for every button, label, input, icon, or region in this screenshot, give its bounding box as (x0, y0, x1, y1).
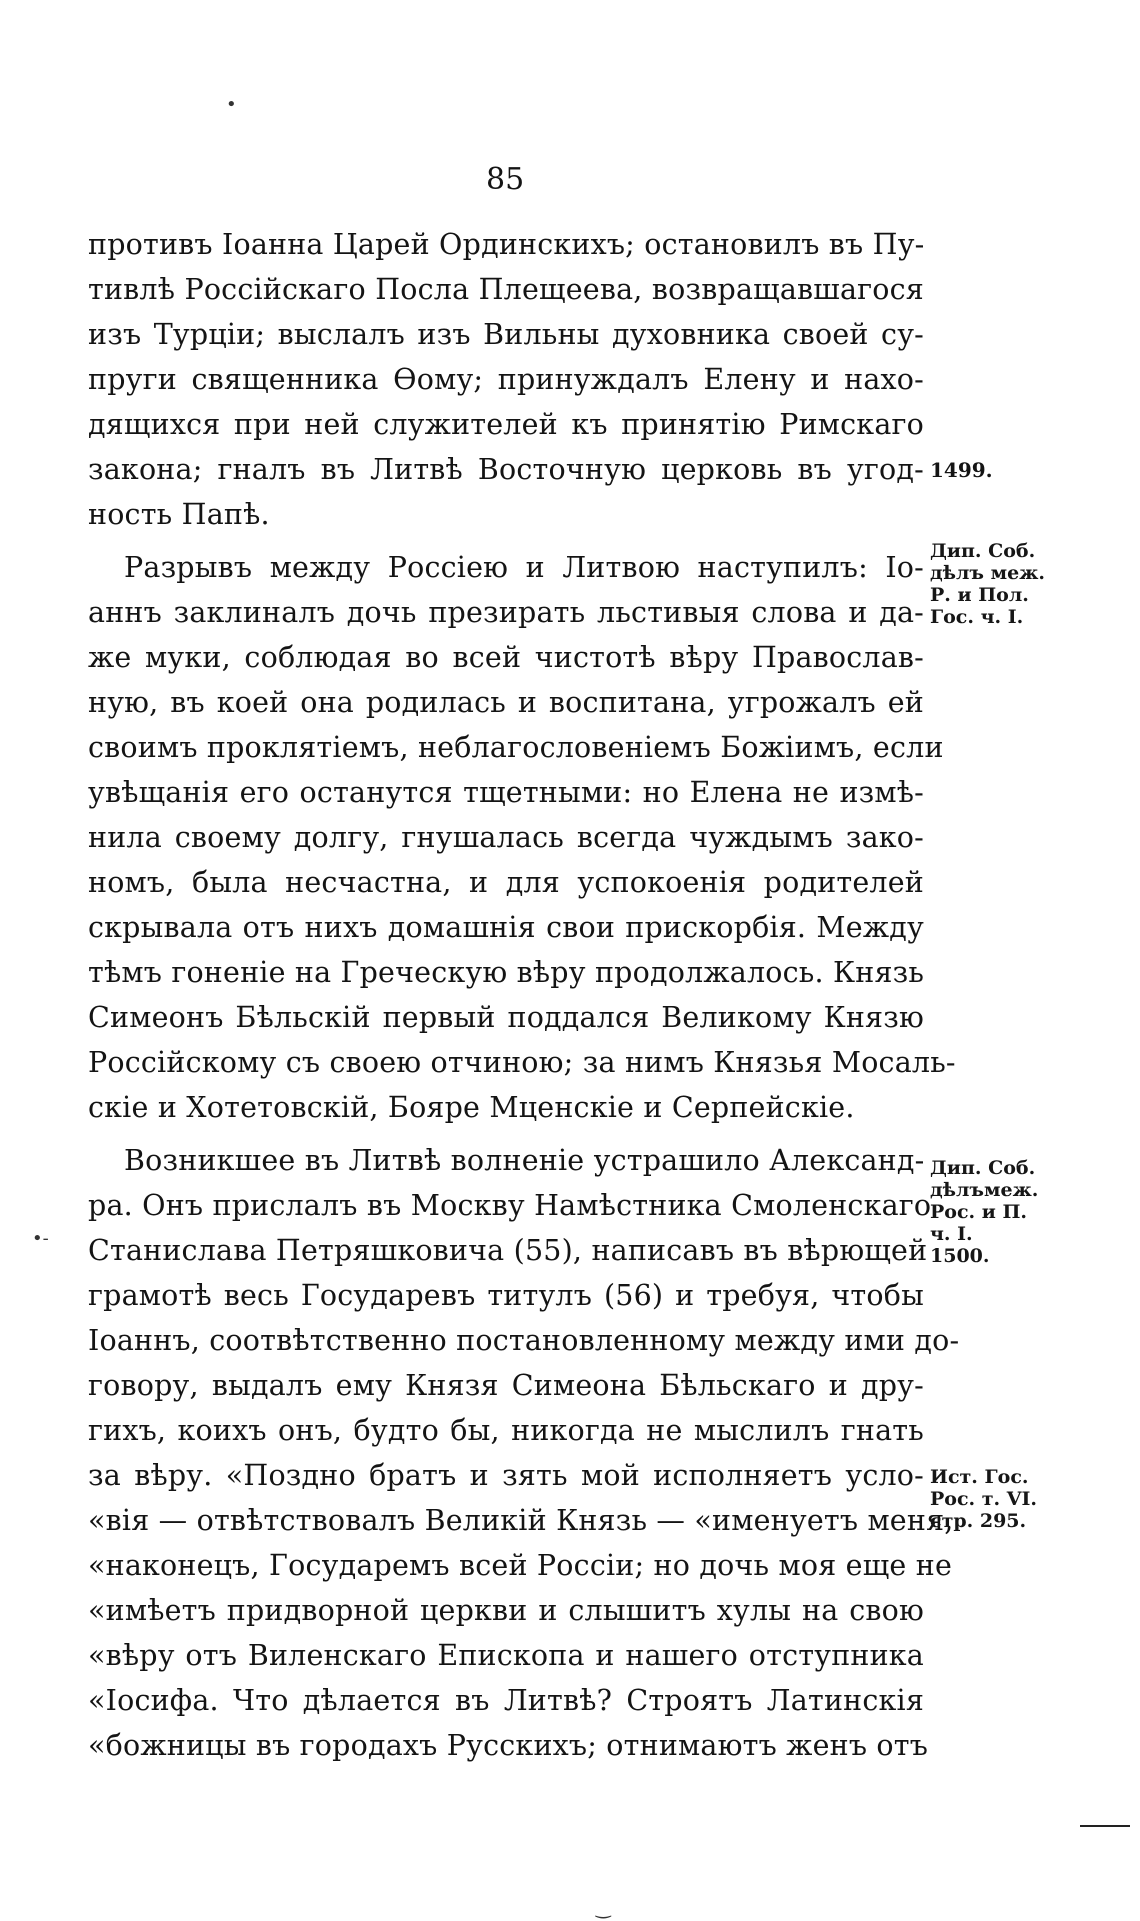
text-line: Станислава Петряшковича (55), написавъ въ вѣрющей (88, 1234, 928, 1267)
text-line: гихъ, коихъ онъ, будто бы, никогда не мыслилъ гнать (88, 1414, 924, 1447)
paragraph-2 (88, 545, 956, 1130)
page-number: 85 (486, 162, 525, 197)
text-line: говору, выдалъ ему Князя Симеона Бѣльскаго и дру- (88, 1369, 924, 1402)
text-line: Россійскому съ своею отчиною; за нимъ Князья Мосаль- (88, 1046, 956, 1079)
text-line: нила своему долгу, гнушалась всегда чуждымъ зако- (88, 821, 924, 854)
text-line: «наконецъ, Государемъ всей Россіи; но дочь моя еще не (88, 1549, 953, 1582)
text-line: «вія — отвѣтствовалъ Великій Князь — «именуетъ меня, (88, 1504, 954, 1537)
text-line: за вѣру. «Поздно братъ и зять мой исполняетъ усло- (88, 1459, 924, 1492)
text-line: Іоаннъ, соотвѣтственно постановленному между ими до- (88, 1324, 960, 1357)
paragraph-1 (88, 222, 924, 537)
margin-note-line: дѣлъ меж. (930, 562, 1046, 584)
text-line: же муки, соблюдая во всей чистотѣ вѣру Православ- (88, 641, 924, 674)
text-line: «вѣру отъ Виленскаго Епископа и нашего отступника (88, 1639, 924, 1672)
text-line: увѣщанія его останутся тщетными: но Елена не измѣ- (88, 776, 924, 809)
margin-note-line: Гос. ч. I. (930, 606, 1024, 628)
text-line: «имѣетъ придворной церкви и слышитъ хулы на свою (88, 1594, 924, 1627)
margin-note-line: Ист. Гос. (930, 1466, 1029, 1488)
text-line: скіе и Хотетовскій, Бояре Мценскіе и Серпейскіе. (88, 1091, 855, 1124)
text-line: тивлѣ Россійскаго Посла Плещеева, возвращавшагося (88, 273, 924, 306)
text-line: грамотѣ весь Государевъ титулъ (56) и требуя, чтобы (88, 1279, 924, 1312)
margin-note-line: Дип. Соб. (930, 540, 1036, 562)
margin-note-line: Рос. т. VI. (930, 1488, 1038, 1510)
text-line: аннъ заклиналъ дочь презирать льстивыя слова и да- (88, 596, 924, 629)
text-line: дящихся при ней служителей къ принятію Римскаго (88, 408, 924, 441)
text-line: Симеонъ Бѣльскій первый поддался Великому Князю (88, 1001, 924, 1034)
margin-note-year-1499 (930, 458, 993, 482)
margin-note-line: Р. и Пол. (930, 584, 1029, 606)
text-line: скрывала отъ нихъ домашнія свои прискорбія. Между (88, 911, 924, 944)
ink-speck-top: • (226, 94, 237, 115)
text-line: закона; гналъ въ Литвѣ Восточную церковь въ угод- (88, 453, 924, 486)
text-line: Возникшее въ Литвѣ волненіе устрашило Александ- (124, 1144, 925, 1177)
text-line: пруги священника Ѳому; принуждалъ Елену и нахо- (88, 363, 924, 396)
text-line: тѣмъ гоненіе на Греческую вѣру продолжалось. Князь (88, 956, 925, 989)
margin-note-line: дѣлъмеж. (930, 1179, 1039, 1201)
ink-speck-bottom: ‿ (596, 1898, 611, 1919)
margin-note-line: 1499. (930, 458, 993, 482)
margin-note-ist-gos (930, 1466, 1040, 1532)
margin-note-dip-sob-2 (930, 1157, 1040, 1267)
margin-note-line: ч. I. (930, 1223, 973, 1245)
text-line: номъ, была несчастна, и для успокоенія родителей (88, 866, 924, 899)
text-line: своимъ проклятіемъ, неблагословеніемъ Божіимъ, если (88, 731, 944, 764)
margin-note-line: стр. 295. (930, 1510, 1027, 1532)
margin-note-line: Рос. и П. (930, 1201, 1028, 1223)
text-line: ную, въ коей она родилась и воспитана, угрожалъ ей (88, 686, 924, 719)
ink-speck-left: •- (32, 1228, 49, 1249)
text-line: Разрывъ между Россіею и Литвою наступилъ: Іо- (124, 551, 924, 584)
text-line: ра. Онъ прислалъ въ Москву Намѣстника Смоленскаго (88, 1189, 932, 1222)
text-line: изъ Турціи; выслалъ изъ Вильны духовника своей су- (88, 318, 924, 351)
margin-note-line: Дип. Соб. (930, 1157, 1036, 1179)
text-line: ность Папѣ. (88, 498, 270, 531)
margin-note-line: 1500. (930, 1245, 990, 1267)
text-line: противъ Іоанна Царей Ординскихъ; остановилъ въ Пу- (88, 228, 925, 261)
edge-rule-mark (1080, 1825, 1130, 1827)
margin-note-dip-sob-1 (930, 540, 1046, 628)
text-line: «божницы въ городахъ Русскихъ; отнимаютъ женъ отъ (88, 1729, 929, 1762)
text-line: «Іосифа. Что дѣлается въ Литвѣ? Строятъ Латинскія (88, 1684, 924, 1717)
